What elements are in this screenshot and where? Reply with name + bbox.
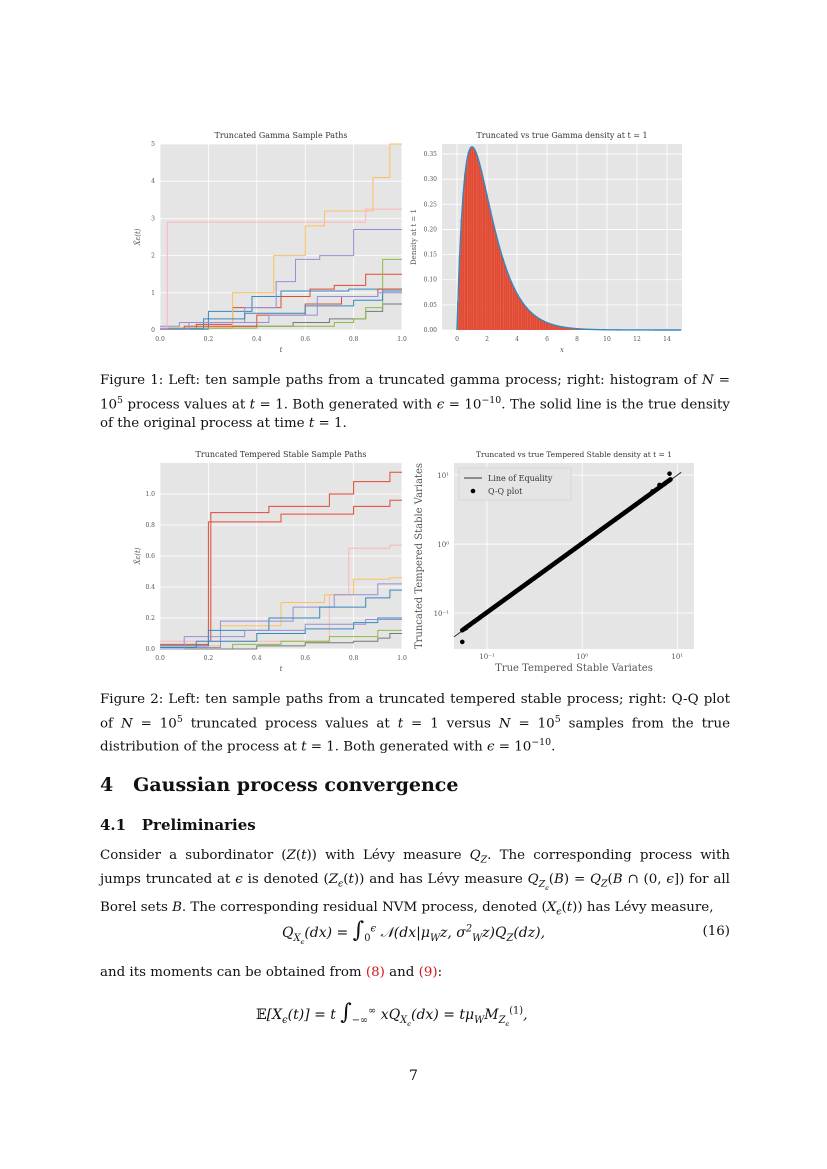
chart-title: Truncated vs true Tempered Stable density at t = 1	[475, 450, 673, 459]
histogram-bar	[542, 321, 544, 330]
histogram-bar	[507, 274, 509, 330]
histogram-bar	[540, 320, 542, 330]
ref-eq-8[interactable]: (8)	[365, 965, 385, 980]
legend-dot-icon	[471, 489, 476, 494]
section-heading	[100, 774, 458, 796]
x-axis-label: t	[279, 346, 283, 354]
histogram-bar	[477, 157, 479, 330]
fig1-right-chart	[410, 128, 700, 358]
histogram-bar	[500, 253, 502, 330]
x-tick-label: 0.8	[348, 336, 359, 343]
y-tick-label: 0.20	[423, 226, 437, 234]
x-tick-label: 0.2	[203, 336, 214, 343]
x-tick-label: 0.0	[155, 655, 165, 662]
fig1-left-chart	[134, 128, 410, 358]
histogram-bar	[480, 170, 482, 330]
x-tick-label: 0.0	[155, 336, 165, 343]
histogram-bar	[497, 240, 499, 330]
x-tick-label: 10¹	[671, 653, 684, 661]
qq-point	[657, 483, 662, 488]
y-tick-label: 0.0	[145, 646, 155, 653]
equation-16-number: (16)	[702, 924, 730, 939]
histogram-bar	[482, 178, 484, 330]
histogram-bar	[484, 186, 486, 330]
histogram-bar	[524, 305, 526, 330]
ref-eq-9[interactable]: (9)	[418, 965, 438, 980]
histogram-bar	[513, 287, 515, 330]
y-tick-label: 10⁰	[437, 541, 449, 550]
histogram-bar	[493, 225, 495, 330]
legend-item-line: Line of Equality	[488, 474, 553, 483]
y-tick-label: 2	[151, 252, 155, 260]
x-tick-label: 0	[455, 336, 459, 343]
y-tick-label: 0.4	[145, 584, 155, 591]
y-tick-label: 0.10	[423, 276, 437, 284]
qq-point	[668, 477, 673, 482]
x-tick-label: 2	[485, 336, 489, 343]
histogram-bar	[486, 194, 488, 330]
histogram-bar	[504, 264, 506, 330]
y-tick-label: 4	[151, 178, 155, 186]
y-tick-label: 0.30	[423, 176, 437, 184]
qq-point	[667, 471, 672, 476]
x-tick-label: 0.4	[252, 655, 262, 662]
fig2-left-chart	[134, 445, 410, 675]
chart-title: Truncated Gamma Sample Paths	[214, 131, 348, 140]
y-axis-label: X̂ε(t)	[134, 228, 142, 246]
legend-item-qq: Q-Q plot	[488, 487, 523, 496]
histogram-bar	[515, 291, 517, 330]
y-axis-label: X̂ε(t)	[134, 547, 142, 565]
y-tick-label: 0.8	[145, 522, 155, 529]
histogram-bar	[495, 233, 497, 330]
y-tick-label: 0.6	[145, 553, 155, 560]
histogram-bar	[462, 193, 464, 330]
chart-title: Truncated Tempered Stable Sample Paths	[195, 450, 367, 459]
x-axis-label: True Tempered Stable Variates	[495, 663, 653, 674]
histogram-bar	[525, 307, 527, 330]
qq-point	[650, 489, 655, 494]
y-tick-label: 10⁻¹	[433, 609, 449, 618]
histogram-bar	[511, 283, 513, 330]
histogram-bar	[533, 315, 535, 330]
subsection-title: Preliminaries	[141, 816, 256, 834]
histogram-bar	[491, 218, 493, 330]
histogram-bar	[520, 300, 522, 330]
y-tick-label: 0.00	[423, 327, 437, 334]
histogram-bar	[468, 152, 470, 330]
histogram-bar	[471, 147, 473, 330]
x-tick-label: 10⁻¹	[479, 653, 495, 661]
histogram-bar	[464, 173, 466, 330]
histogram-bar	[489, 210, 491, 330]
histogram-bar	[536, 317, 538, 330]
y-tick-label: 0.25	[423, 201, 437, 209]
x-tick-label: 8	[575, 336, 579, 343]
histogram-bar	[547, 323, 549, 330]
histogram-bar	[529, 311, 531, 330]
histogram-bar	[522, 303, 524, 330]
histogram-bar	[527, 309, 529, 330]
x-axis-label: t	[279, 665, 283, 673]
histogram-bar	[488, 202, 490, 330]
histogram-bar	[502, 259, 504, 330]
histogram-bar	[545, 322, 547, 330]
subsection-number: 4.1	[100, 816, 127, 834]
x-tick-label: 0.6	[300, 655, 310, 662]
histogram-bar	[470, 148, 472, 330]
histogram-bar	[479, 163, 481, 330]
histogram-bar	[531, 313, 533, 330]
y-tick-label: 3	[151, 215, 155, 223]
y-tick-label: 10¹	[437, 472, 449, 481]
paragraph-2: and its moments can be obtained from (8) and (9):	[100, 965, 443, 980]
histogram-bar	[506, 269, 508, 330]
histogram-bar	[475, 152, 477, 330]
fig2-right-chart	[410, 445, 700, 675]
y-tick-label: 1	[151, 289, 155, 297]
equation-17: $𝔼[X_\epsilon(t)] = t$ $\int_{-\infty}^\infty$ $xQ_{X_\epsilon}(dx) = t\mu_WM_{Z_\epsilon}^{(1)}$,	[256, 1000, 528, 1028]
y-axis-label: Truncated Tempered Stable Variates	[414, 462, 425, 650]
section-number: 4	[100, 774, 114, 796]
x-tick-label: 12	[633, 336, 641, 343]
chart-title: Truncated vs true Gamma density at t = 1	[476, 131, 648, 140]
section-title: Gaussian process convergence	[133, 774, 459, 796]
figure-1-caption: Figure 1: Left: ten sample paths from a truncated gamma process; right: histogram of $N = 10^5$ process values at t = 1. Both generated with $\epsilon = 10^{-10}$. The solid line is the true density of the original process at time t = 1.	[100, 373, 730, 432]
histogram-bar	[473, 149, 475, 330]
x-tick-label: 6	[545, 336, 549, 343]
histogram-bar	[538, 318, 540, 330]
y-tick-label: 0.15	[423, 251, 437, 259]
figure-2-caption: Figure 2: Left: ten sample paths from a truncated tempered stable process; right: Q-Q plot of $N = 10^5$ truncated process values at t = 1 versus $N = 10^5$ samples from the true distribution of the process at t = 1. Both generated with $\epsilon = 10^{-10}$.	[100, 692, 731, 755]
qq-point	[460, 640, 465, 645]
histogram-bar	[518, 297, 520, 330]
y-tick-label: 0.2	[145, 615, 155, 622]
y-tick-label: 0.05	[423, 301, 437, 309]
x-tick-label: 4	[515, 336, 519, 343]
histogram-bar	[466, 160, 468, 330]
histogram-bar	[498, 246, 500, 330]
subsection-heading	[100, 816, 256, 834]
equation-16: $Q_{X_\epsilon}(dx) = \int_0^\epsilon$ $𝒩(dx|\mu_Wz$, $\sigma^2_Wz)Q_Z(dz)$,	[282, 918, 546, 946]
x-tick-label: 0.8	[348, 655, 359, 662]
paragraph-1: Consider a subordinator (Z(t)) with Lévy measure $Q_Z$. The corresponding process with jumps truncated at ϵ is denoted $(Z_\epsilon(t))$ and has Lévy measure $Q_{Z_\epsilon}(B) = Q_Z(B$ ∩ (0, ϵ]) for all Borel sets B. The corresponding residual NVM process, denoted $(X_\epsilon(t))$ has Lévy measure,	[100, 848, 730, 918]
x-axis-label: x	[560, 346, 564, 354]
x-tick-label: 1.0	[397, 336, 407, 343]
histogram-bar	[509, 279, 511, 330]
y-tick-label: 5	[151, 141, 155, 148]
x-tick-label: 0.2	[203, 655, 214, 662]
histogram-bar	[534, 316, 536, 330]
y-tick-label: 1.0	[145, 491, 155, 498]
x-tick-label: 10	[603, 336, 611, 343]
page-number: 7	[409, 1068, 418, 1084]
x-tick-label: 10⁰	[576, 653, 588, 661]
x-tick-label: 0.4	[252, 336, 262, 343]
x-tick-label: 1.0	[397, 655, 407, 662]
y-tick-label: 0	[151, 327, 155, 334]
x-tick-label: 14	[663, 336, 671, 343]
y-tick-label: 0.35	[423, 151, 437, 159]
histogram-bar	[516, 294, 518, 330]
y-axis-label: Density at t = 1	[410, 209, 418, 265]
x-tick-label: 0.6	[300, 336, 310, 343]
histogram-bar	[543, 321, 545, 330]
qq-point	[464, 626, 469, 631]
